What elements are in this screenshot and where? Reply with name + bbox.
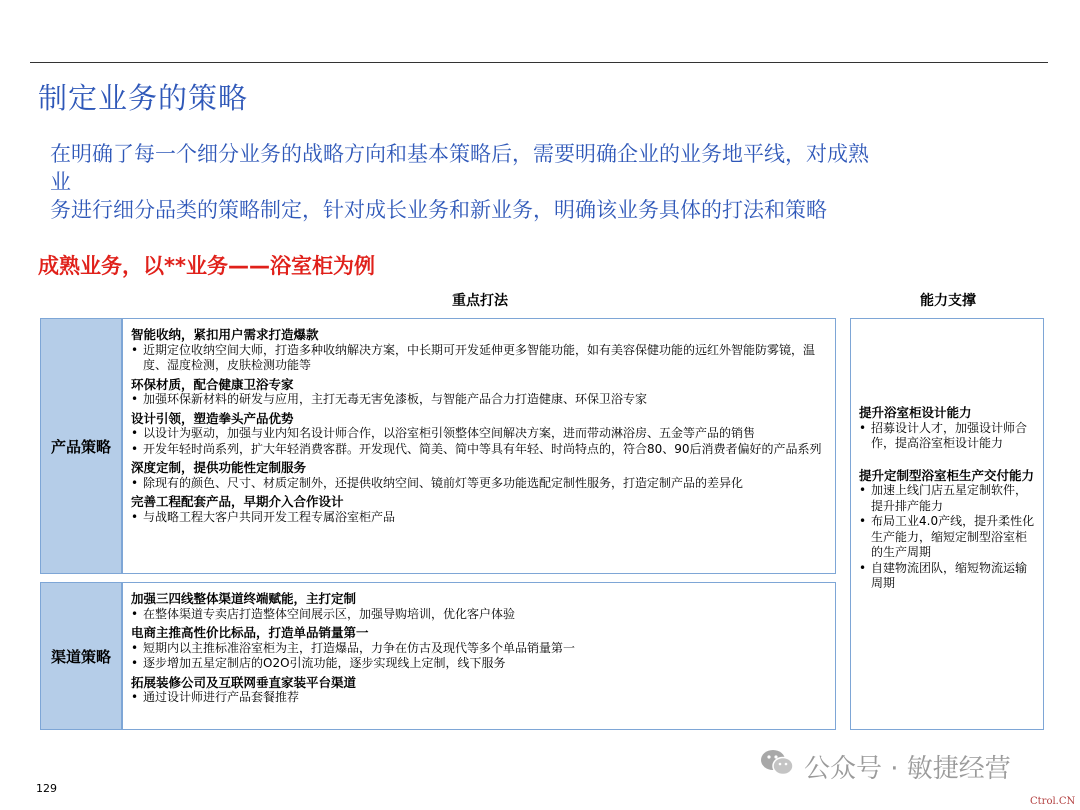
strategy-group-title: 深度定制，提供功能性定制服务 [131, 460, 307, 475]
bullet-item: • 逐步增加五星定制店的O2O引流功能，逐步实现线上定制，线下服务 [131, 656, 506, 670]
strategy-group-title: 电商主推高性价比标品，打造单品销量第一 [131, 625, 369, 640]
bullet-icon: • [131, 690, 139, 704]
strategy-group-title: 设计引领，塑造拳头产品优势 [131, 410, 294, 426]
column-header-capability-support: 能力支撑 [920, 293, 976, 309]
bullet-item: • 以设计为驱动，加强与业内知名设计师合作，以浴室柜引领整体空间解决方案，进而带动淋浴房、五金等产品的销售 [131, 426, 756, 440]
bullet-item: • 自建物流团队，缩短物流运输周期 [859, 560, 1028, 590]
strategy-group-title: 环保材质，配合健康卫浴专家 [131, 376, 294, 392]
column-header-key-plays: 重点打法 [452, 293, 508, 309]
bullet-item: • 短期内以主推标准浴室柜为主，打造爆品，力争在仿古及现代等多个单品销量第一 [131, 640, 576, 655]
capability-group-title: 提升浴室柜设计能力 [859, 405, 972, 420]
bullet-item: • 除现有的颜色、尺寸、材质定制外，还提供收纳空间、镜前灯等更多功能选配定制性服务，打造定制产品的差异化 [131, 475, 744, 490]
strategy-group [131, 675, 827, 706]
page-title: 制定业务的策略 [38, 81, 249, 115]
strategy-group [131, 494, 827, 525]
strategy-group-title: 拓展装修公司及互联网垂直家装平台渠道 [131, 674, 357, 690]
strategy-group [131, 411, 827, 458]
example-heading: 成熟业务，以**业务——浴室柜为例 [38, 254, 375, 278]
bullet-icon: • [131, 640, 139, 655]
strategy-group [131, 591, 827, 622]
bullet-icon: • [131, 426, 139, 440]
strategy-group [131, 625, 827, 672]
bullet-icon: • [131, 509, 139, 524]
row-label-product: 产品策略 [40, 318, 122, 574]
bullet-icon: • [859, 420, 867, 435]
bullet-item: • 加强环保新材料的研发与应用，主打无毒无害免漆板，与智能产品合力打造健康、环保卫浴专家 [131, 392, 648, 406]
bullet-icon: • [131, 656, 139, 670]
bullet-item: • 加速上线门店五星定制软件，提升排产能力 [859, 483, 1028, 513]
intro-paragraph [50, 140, 1010, 224]
strategy-group-title: 加强三四线整体渠道终端赋能，主打定制 [131, 591, 357, 606]
strategy-group-title: 完善工程配套产品，早期介入合作设计 [131, 494, 344, 509]
capability-group [859, 405, 1037, 452]
bullet-item: • 开发年轻时尚系列，扩大年轻消费客群。开发现代、简美、简中等具有年轻、时尚特点的，符合80、90后消费者偏好的产品系列 [131, 441, 822, 456]
watermark-text: 公众号 · 敏捷经营 [804, 754, 1011, 784]
bullet-icon: • [131, 441, 139, 456]
bullet-icon: • [131, 475, 139, 490]
wechat-icon [760, 749, 804, 784]
bullet-item: • 通过设计师进行产品套餐推荐 [131, 690, 300, 704]
bullet-icon: • [131, 342, 139, 357]
capability-group-title: 提升定制型浴室柜生产交付能力 [859, 467, 1035, 483]
bullet-item: • 与战略工程大客户共同开发工程专属浴室柜产品 [131, 509, 396, 524]
capability-group [859, 468, 1037, 592]
top-rule [30, 62, 1048, 63]
bullet-icon: • [131, 606, 139, 621]
bullet-icon: • [859, 514, 867, 528]
bullet-item: • 布局工业4.0产线，提升柔性化生产能力，缩短定制型浴室柜的生产周期 [859, 514, 1035, 559]
strategy-group [131, 377, 827, 408]
strategy-group-title: 智能收纳，紧扣用户需求打造爆款 [131, 327, 319, 342]
page-number: 129 [36, 782, 57, 795]
intro-line: 业 [50, 170, 71, 194]
corner-mark: Ctrol.CN [1030, 796, 1076, 807]
product-strategy-box [122, 318, 836, 574]
capability-support-box [850, 318, 1044, 730]
bullet-icon: • [859, 483, 867, 497]
bullet-item: • 在整体渠道专卖店打造整体空间展示区，加强导购培训，优化客户体验 [131, 606, 516, 621]
strategy-group [131, 460, 827, 491]
row-label-channel: 渠道策略 [40, 582, 122, 730]
bullet-icon: • [859, 560, 867, 575]
intro-line: 在明确了每一个细分业务的战略方向和基本策略后，需要明确企业的业务地平线，对成熟 [50, 142, 869, 166]
bullet-icon: • [131, 392, 139, 406]
intro-line: 务进行细分品类的策略制定，针对成长业务和新业务，明确该业务具体的打法和策略 [50, 198, 827, 222]
watermark [760, 748, 1011, 785]
strategy-group [131, 327, 827, 374]
bullet-item: • 招募设计人才，加强设计师合作，提高浴室柜设计能力 [859, 420, 1028, 450]
bullet-item: • 近期定位收纳空间大师，打造多种收纳解决方案，中长期可开发延伸更多智能功能，如有美容保健功能的远红外智能防雾镜，温度、湿度检测，皮肤检测功能等 [131, 342, 816, 372]
channel-strategy-box [122, 582, 836, 730]
